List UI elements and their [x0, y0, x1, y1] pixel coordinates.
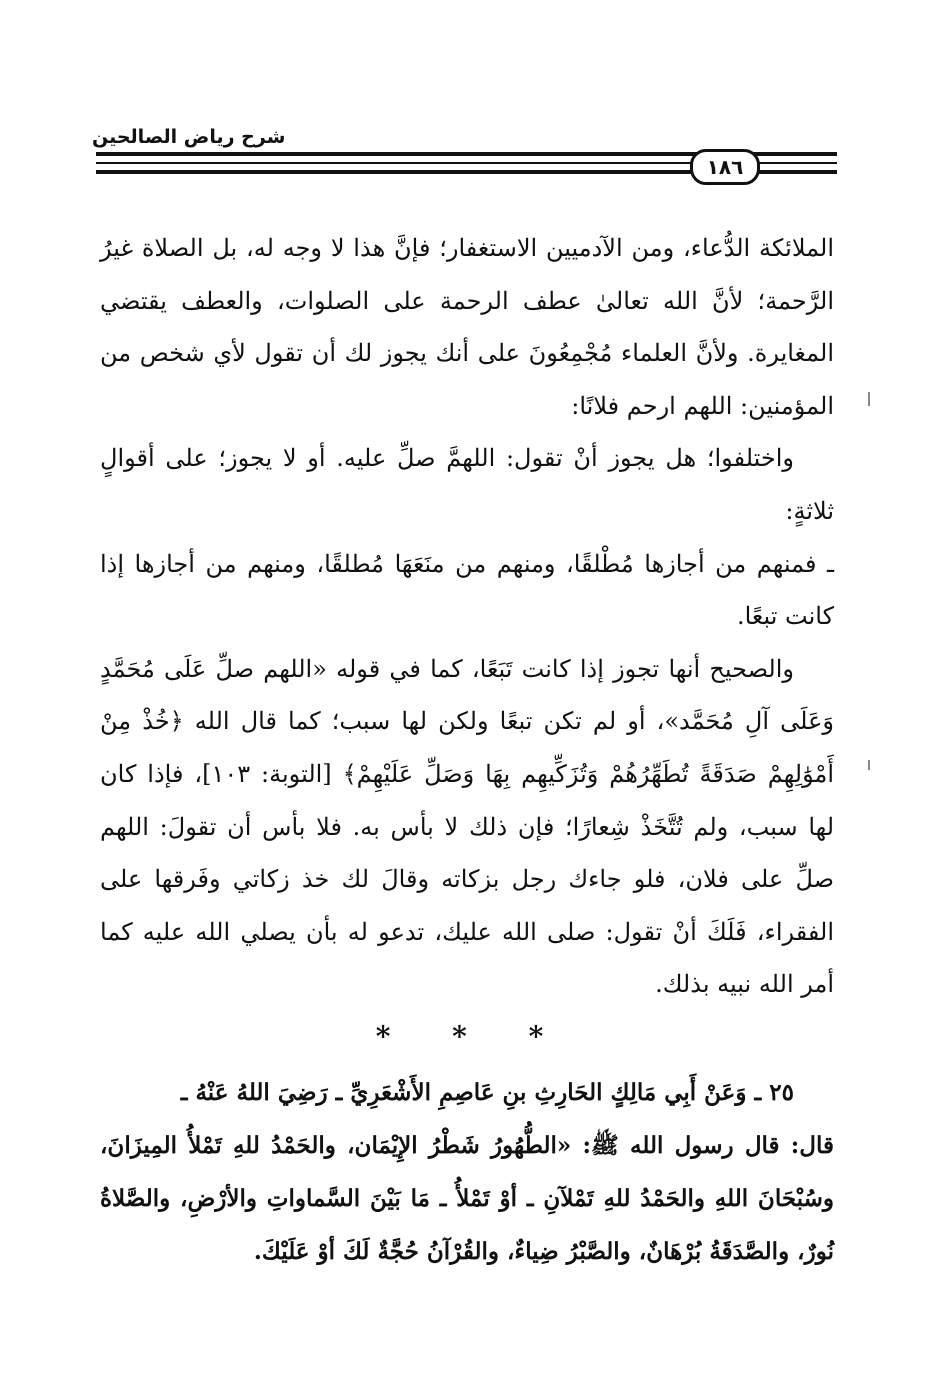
paragraph-2: واختلفوا؛ هل يجوز أنْ تقول: اللهمَّ صلِّ عليه. أو لا يجوز؛ على أقوالٍ ثلاثةٍ:: [100, 444, 834, 525]
page-number-badge: ١٨٦: [690, 149, 760, 185]
body-text: [100, 222, 834, 1011]
paragraph-4: والصحيح أنها تجوز إذا كانت تَبَعًا، كما في قوله «اللهم صلِّ عَلَى مُحَمَّدٍ وَعَلَى آلِ مُحَمَّد»، أو لم تكن تبعًا ولكن لها سبب؛ كما قال الله ﴿خُذْ مِنْ أَمْوَٰلِهِمْ صَدَقَةً تُطَهِّرُهُمْ وَتُزَكِّيهِم بِهَا وَصَلِّ عَلَيْهِمْ﴾ [التوبة: ١٠٣]، فإذا كان لها سبب، ولم تُتَّخَذْ شِعارًا؛ فإن ذلك لا بأس به. فلا بأس أن تقولَ: اللهم صلِّ على فلان، فلو جاءك رجل بزكاته وقالَ لك خذ زكاتي وفَرقها على الفقراء، فَلَكَ أنْ تقول: صلى الله عليك، تدعو له بأن يصلي الله عليه كما أمر الله نبيه بذلك.: [100, 654, 834, 999]
scan-speck: [868, 760, 870, 770]
running-header-title: شرح رياض الصالحين: [92, 126, 286, 148]
paragraph-1: الملائكة الدُّعاء، ومن الآدميين الاستغفار؛ فإنَّ هذا لا وجه له، بل الصلاة غيرُ الرَّحمة؛ لأنَّ الله تعالىٰ عطف الرحمة على الصلوات، والعطف يقتضي المغايرة. ولأنَّ العلماء مُجْمِعُونَ على أنك يجوز لك أن تقول لأي شخص من المؤمنين: اللهم ارحم فلانًا:: [100, 234, 834, 420]
scan-speck: [868, 392, 870, 406]
section-separator: * * *: [375, 1020, 570, 1053]
hadith-narrator-line: ٢٥ ـ وَعَنْ أَبِي مَالِكٍ الحَارِثِ بنِ عَاصِمِ الأَشْعَرِيِّ ـ رَضِيَ اللهُ عَنْهُ ـ: [180, 1079, 794, 1106]
hadith-body: قال: قال رسول الله ﷺ: «الطُّهُورُ شَطْرُ الإِيْمَان، والحَمْدُ للهِ تَمْلأُ المِيزَانَ، وسُبْحَانَ اللهِ والحَمْدُ للهِ تَمْلآنِ ـ أوْ تَمْلأُ ـ مَا بَيْنَ السَّماواتِ والأرْضِ، والصَّلاةُ نُورٌ، والصَّدَقَةُ بُرْهَانٌ، والصَّبْرُ ضِياءٌ، والقُرْآنُ حُجَّةٌ لَكَ أوْ عَلَيْكَ.: [100, 1132, 834, 1265]
paragraph-3: ـ فمنهم من أجازها مُطْلقًا، ومنهم من منَعَهَا مُطلقًا، ومنهم من أجازها إذا كانت تبعًا.: [100, 549, 834, 631]
hadith-text: [100, 1066, 834, 1278]
